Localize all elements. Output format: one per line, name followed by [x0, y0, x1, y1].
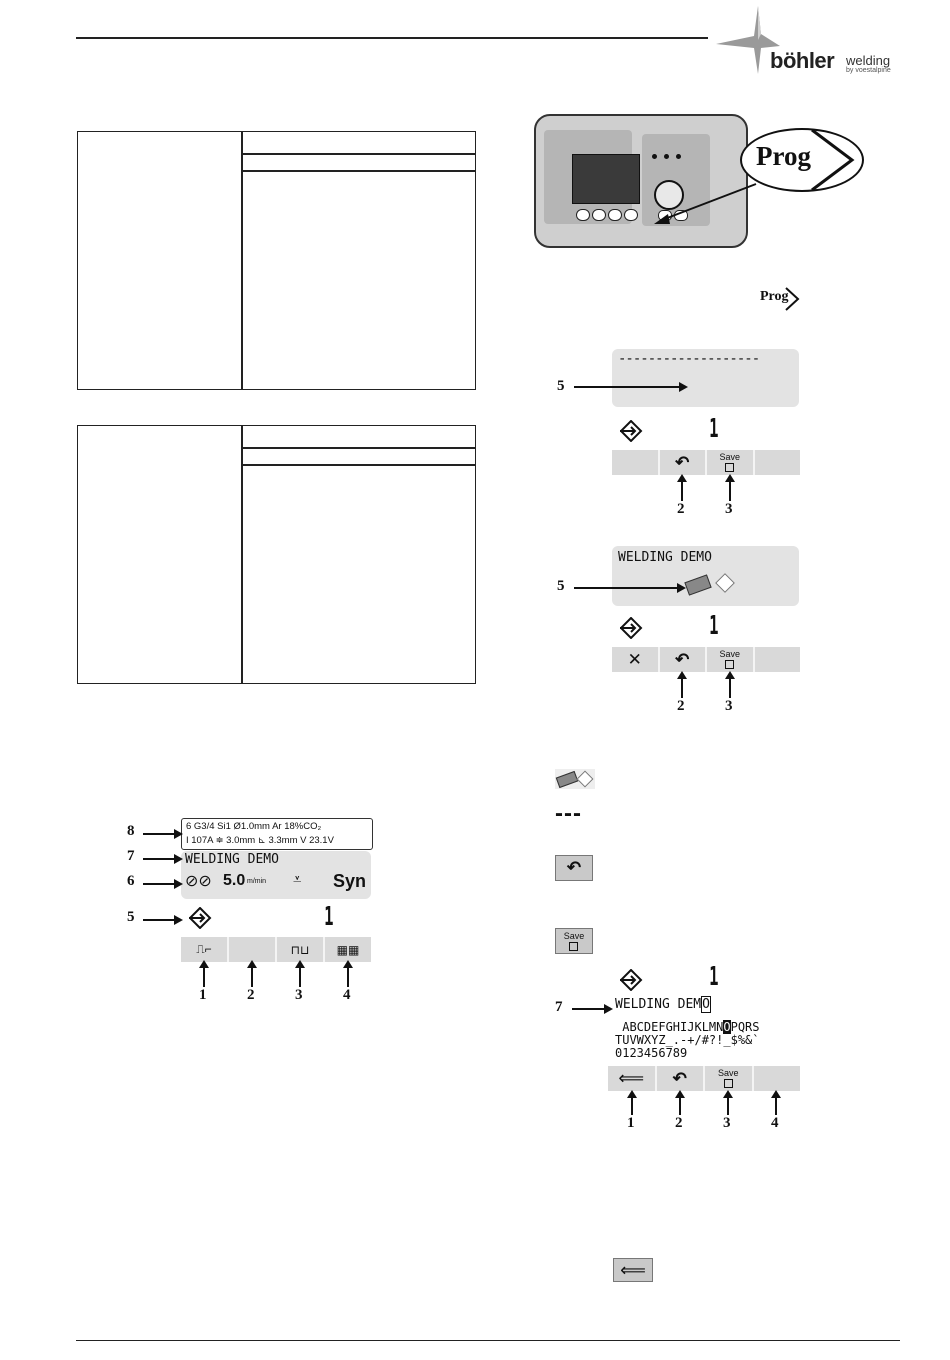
- screen-c-title-cursor: O: [702, 997, 710, 1012]
- screen-a-btn-3: 3: [725, 501, 733, 517]
- screen-a-lcd: [612, 349, 799, 407]
- screen-a-prog-arrow-icon: [620, 420, 648, 447]
- screen-b-save-button[interactable]: [707, 647, 755, 672]
- screen-b-delete-button[interactable]: [612, 647, 660, 672]
- screen-c-button-bar: [608, 1066, 800, 1091]
- prog-bubble: [740, 128, 864, 192]
- screen-c-btn-1: 1: [627, 1115, 635, 1131]
- screen-a-btn-2: 2: [677, 501, 685, 517]
- char-line-1-start[interactable]: ABCDEFGHIJKLMN: [615, 1020, 724, 1034]
- screen-b-undo-button[interactable]: [660, 647, 708, 672]
- screen-a-dashes: -------------------: [618, 351, 760, 367]
- undo-icon: ↶: [675, 452, 690, 472]
- save-label: Save: [717, 1068, 739, 1078]
- pulse-off-button[interactable]: [277, 937, 325, 962]
- screen-c-title: [615, 997, 711, 1012]
- prog-arrow-icon: [189, 907, 217, 927]
- save-icon: [718, 1069, 739, 1088]
- screen-c-btn-3: 3: [723, 1115, 731, 1131]
- char-selected[interactable]: O: [723, 1020, 731, 1034]
- screen-a-blank-button[interactable]: [612, 450, 660, 475]
- screen-a-callout-5: 5: [557, 378, 565, 394]
- legend-back-button: [613, 1258, 653, 1282]
- torch-icon: ⩡: [293, 871, 302, 888]
- panel-btn-4[interactable]: [624, 209, 638, 221]
- char-line-2[interactable]: TUVWXYZ_.-+/#?!_$%&`: [615, 1033, 760, 1047]
- panel-leds: [650, 144, 690, 164]
- brand-logo: [712, 4, 912, 76]
- pointer-line-icon: [650, 180, 760, 230]
- syn-label: Syn: [333, 871, 367, 891]
- prog-small-chevron-icon: [782, 286, 800, 312]
- legend-dashes: ---: [555, 800, 582, 827]
- process-icon: ⎍⌐: [196, 942, 212, 956]
- main-display-figure: [125, 815, 375, 1005]
- screen-a-undo-button[interactable]: [660, 450, 708, 475]
- save-icon: [719, 453, 740, 472]
- screen-b-title: WELDING DEMO: [618, 550, 712, 565]
- screen-c-undo-button[interactable]: [657, 1066, 706, 1091]
- brand-suffix: welding: [846, 53, 891, 68]
- screen-c-title-text: WELDING DEM: [615, 997, 702, 1012]
- wire-speed: 5.0: [223, 872, 246, 889]
- screen-b-button-bar: [612, 647, 800, 672]
- screen-c-prog-number: 1: [709, 962, 719, 992]
- main-lcd: [181, 851, 371, 899]
- main-button-bar: [181, 937, 371, 962]
- wire-unit: m/min: [247, 878, 267, 885]
- undo-icon: ↶: [675, 649, 690, 669]
- info-line-1: 6 G3/4 Si1 Ø1.0mm Ar 18%CO₂: [186, 821, 322, 832]
- screen-b-prog-number: 1: [709, 611, 719, 641]
- callout-6: 6: [127, 873, 135, 889]
- legend-memory-icon: [555, 769, 595, 789]
- panel-screen: [572, 154, 640, 204]
- screen-c-back-button[interactable]: [608, 1066, 657, 1091]
- arrow-left-icon: ⟸: [620, 1259, 646, 1280]
- blank-button[interactable]: [229, 937, 277, 962]
- btn-num-3: 3: [295, 987, 303, 1003]
- char-line-1: [615, 1021, 760, 1033]
- screen-a-prog-number: 1: [709, 414, 719, 444]
- prog-number: 1: [324, 902, 334, 932]
- panel-btn-2[interactable]: [592, 209, 606, 221]
- wire-icon: ⊘⊘: [185, 873, 212, 890]
- arrow-left-icon: ⟸: [618, 1068, 645, 1088]
- screen-c-btn-2: 2: [675, 1115, 683, 1131]
- brand-name: böhler: [770, 48, 835, 73]
- callout-5: 5: [127, 909, 135, 925]
- table-2: [77, 425, 476, 684]
- btn-num-4: 4: [343, 987, 351, 1003]
- screen-a-button-bar: [612, 450, 800, 475]
- prog-diamond-icon: [804, 126, 858, 194]
- save-label: Save: [563, 930, 585, 941]
- header-rule: [76, 37, 708, 39]
- legend-undo-button: [555, 855, 593, 881]
- btn-num-1: 1: [199, 987, 207, 1003]
- char-line-1-end[interactable]: PQRS: [730, 1020, 760, 1034]
- led-2: [664, 154, 669, 159]
- screen-c-blank-button[interactable]: [754, 1066, 801, 1091]
- screen-b-blank-button[interactable]: [755, 647, 801, 672]
- screen-b-callout-5: 5: [557, 578, 565, 594]
- char-line-3[interactable]: 0123456789: [615, 1046, 688, 1060]
- screen-a-save-button[interactable]: [707, 450, 755, 475]
- screen-c-prog-arrow-icon: [620, 969, 648, 996]
- menu-icon: ▦▦: [336, 942, 360, 957]
- panel-btn-1[interactable]: [576, 209, 590, 221]
- undo-icon: ↶: [566, 858, 582, 877]
- screen-a-blank-button-2[interactable]: [755, 450, 801, 475]
- save-icon: [564, 932, 585, 951]
- panel-btn-3[interactable]: [608, 209, 622, 221]
- save-label: Save: [719, 649, 740, 659]
- save-label: Save: [719, 452, 740, 462]
- callout-8: 8: [127, 823, 135, 839]
- legend-chip-icon: [556, 771, 579, 788]
- memory-chip-icon: [684, 574, 711, 595]
- menu-button[interactable]: [325, 937, 371, 962]
- prog-bubble-label: Prog: [756, 141, 811, 171]
- led-1: [652, 154, 657, 159]
- screen-b-prog-arrow-icon: [620, 617, 648, 644]
- info-box: [181, 818, 373, 850]
- screen-b-lcd: [612, 546, 799, 606]
- program-title: WELDING DEMO: [185, 852, 279, 867]
- memory-diamond-icon: [715, 573, 735, 593]
- process-button[interactable]: [181, 937, 229, 962]
- undo-icon: ↶: [672, 1068, 687, 1088]
- btn-num-2: 2: [247, 987, 255, 1003]
- callout-7: 7: [127, 848, 135, 864]
- prog-small-icon: [760, 286, 804, 312]
- legend-save-button: [555, 928, 593, 954]
- save-icon: [719, 650, 740, 669]
- info-line-2: I 107A ≑ 3.0mm ⊾ 3.3mm V 23.1V: [186, 835, 334, 846]
- screen-c-btn-4: 4: [771, 1115, 779, 1131]
- pulse-off-icon: ⊓⊔: [290, 942, 310, 957]
- prog-small-label: Prog: [760, 289, 789, 304]
- screen-c-save-button[interactable]: [705, 1066, 754, 1091]
- screen-c-callout-7: 7: [555, 999, 563, 1015]
- footer-rule: [76, 1340, 900, 1341]
- legend-diamond-icon: [577, 771, 594, 788]
- table-1: [77, 131, 476, 390]
- brand-sub: by voestalpine: [846, 67, 891, 74]
- screen-b-btn-2: 2: [677, 698, 685, 714]
- screen-b-btn-3: 3: [725, 698, 733, 714]
- panel-buttons-row: [576, 209, 638, 221]
- close-icon: ✕: [627, 649, 642, 669]
- led-3: [676, 154, 681, 159]
